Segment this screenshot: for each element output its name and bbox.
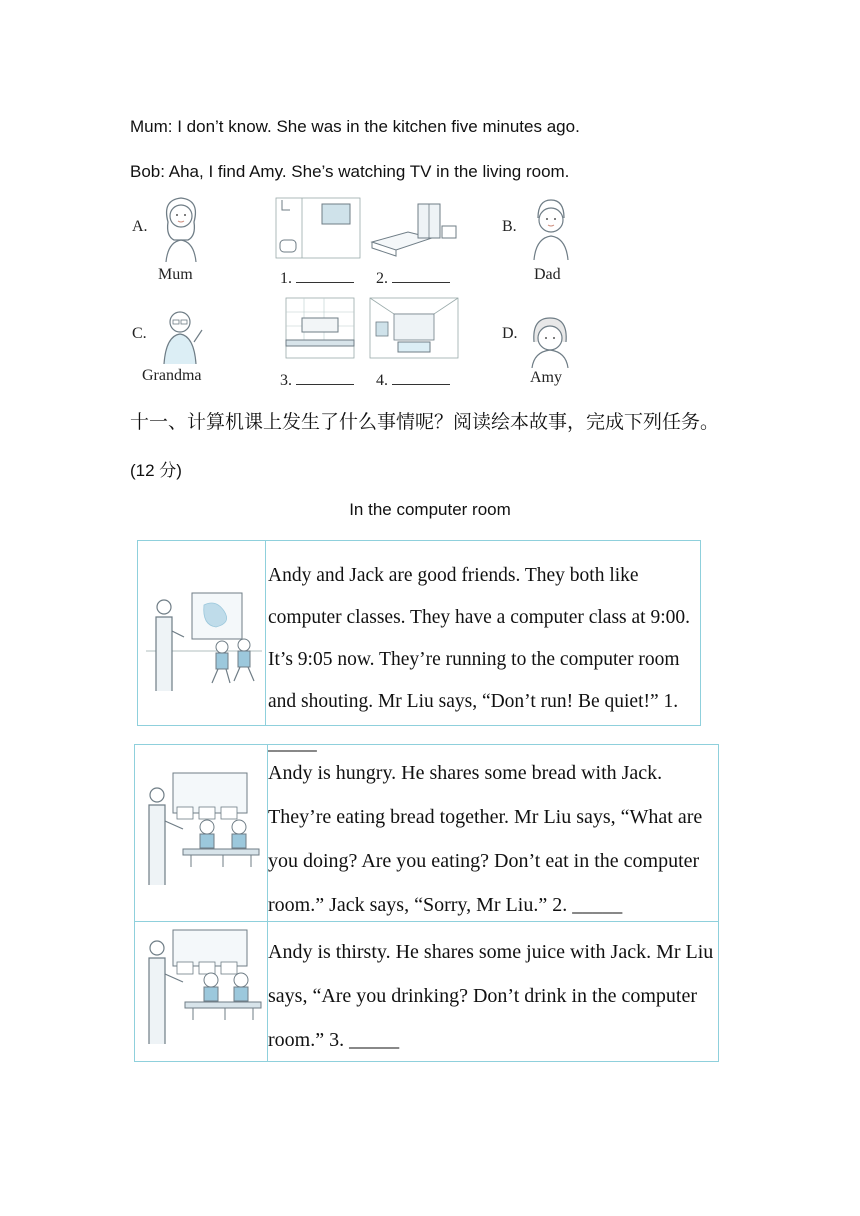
panel-1-illustration [138, 541, 266, 725]
answer-blank-2[interactable]: _____ [572, 894, 623, 916]
living-room-image [368, 296, 460, 360]
bathroom-image [272, 194, 364, 262]
dialogue-line-bob: Bob: Aha, I find Amy. She’s watching TV in the living room. [130, 162, 570, 181]
drinking-juice-image [135, 922, 267, 1061]
person-name-mum: Mum [158, 266, 193, 283]
panel-2-illustration [135, 745, 268, 921]
running-boys-image [138, 541, 265, 725]
blank-1-label: 1. [280, 268, 354, 288]
section-heading: 十一、计算机课上发生了什么事情呢？阅读绘本故事，完成下列任务。 [130, 411, 720, 433]
panel-3-text [268, 922, 718, 1062]
panel-3-story: Andy is thirsty. He shares some juice with Jack. Mr Liu says, “Are you drinking? Don’t drink in the computer room.” 3. [268, 941, 714, 1051]
dad-figure-image [524, 196, 578, 262]
section-points: (12 分) [130, 461, 182, 480]
kitchen-image [284, 296, 356, 360]
person-letter-c: C. [132, 325, 147, 342]
dialogue-line-mum: Mum: I don’t know. She was in the kitchen five minutes ago. [130, 117, 580, 136]
picture-matching-area [130, 192, 580, 392]
bedroom-image [368, 198, 464, 262]
blank-3-label: 3. [280, 370, 354, 390]
person-letter-d: D. [502, 325, 518, 342]
story-panel-2 [134, 744, 719, 922]
panel-1-story: Andy and Jack are good friends. They both like computer classes. They have a computer class at 9:00. It’s 9:05 now. They’re running to the computer room and shouting. Mr Liu says, “Don’t run! Be quiet!” 1. [268, 565, 691, 712]
grandma-figure-image [158, 306, 208, 366]
person-letter-a: A. [132, 218, 148, 235]
panel-2-story: Andy is hungry. He shares some bread with Jack. They’re eating bread together. Mr Liu says, “What are you doing? Are you eating? Don’t eat in the computer room.” Jack says, “Sorry, Mr Liu.” 2. [268, 762, 703, 916]
person-name-grandma: Grandma [142, 367, 202, 384]
story-panel-1 [137, 540, 701, 754]
story-panel-3 [134, 921, 719, 1062]
eating-bread-image [135, 745, 267, 921]
amy-figure-image [524, 316, 576, 368]
answer-blank-3[interactable]: _____ [349, 1029, 400, 1051]
panel-3-illustration [135, 922, 268, 1061]
blank-2-label: 2. [376, 268, 450, 288]
answer-blank-1[interactable]: _____ [268, 733, 317, 754]
mum-figure-image [152, 192, 210, 264]
panel-2-text [268, 745, 718, 927]
person-letter-b: B. [502, 218, 517, 235]
panel-1-text [268, 541, 698, 765]
story-title: In the computer room [349, 500, 511, 519]
person-name-amy: Amy [530, 369, 562, 386]
blank-4-label: 4. [376, 370, 450, 390]
person-name-dad: Dad [534, 266, 561, 283]
